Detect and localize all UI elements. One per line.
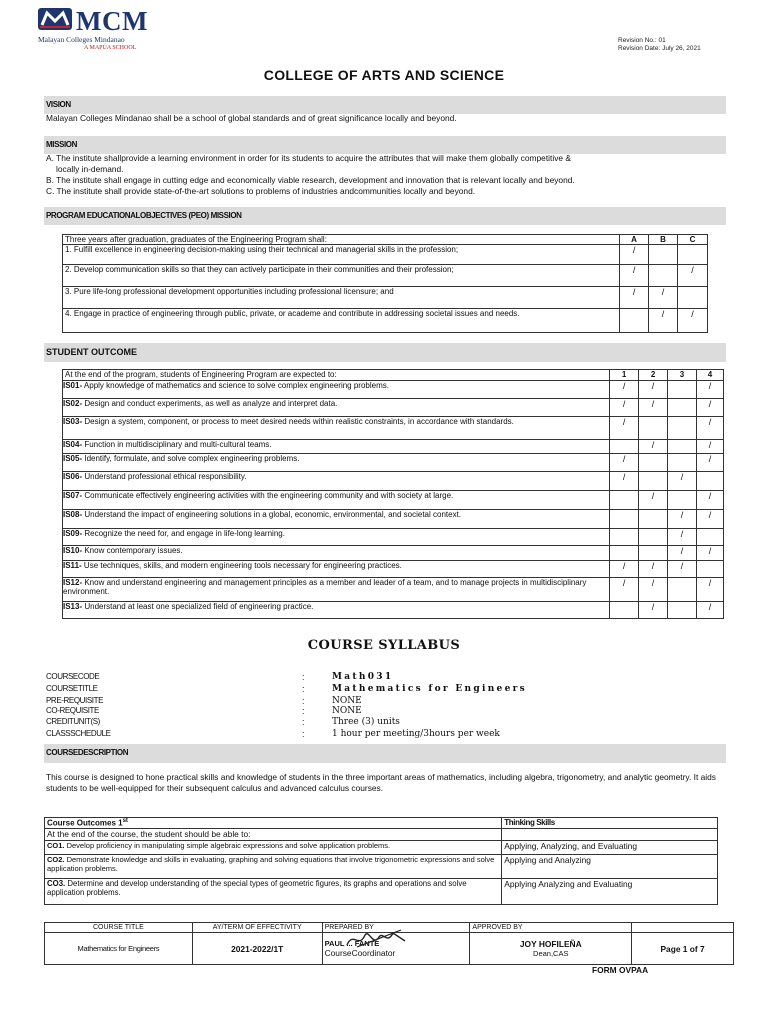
peo-intro: Three years after graduation, graduates of the Engineering Program shall: [63, 235, 620, 245]
so-row-text [63, 440, 610, 454]
so-description: Understand the impact of engineering solutions in a global, economic, environmental, and societal context. [82, 510, 462, 519]
so-code: IS11- [63, 561, 82, 570]
so-description: Identify, formulate, and solve complex engineering problems. [82, 454, 300, 463]
check-mark: / [610, 417, 639, 440]
info-label: PRE-REQUISITE [46, 696, 104, 705]
check-mark: / [649, 309, 678, 333]
course-description-label: COURSEDESCRIPTION [46, 748, 129, 757]
so-row-text [63, 578, 610, 602]
check-mark: / [678, 265, 708, 287]
check-mark [668, 399, 697, 417]
so-description: Know and understand engineering and management principles as a member and leader of a team, and to manage projects in multidisciplinary environment. [63, 578, 587, 596]
check-mark [668, 491, 697, 510]
check-mark: / [639, 491, 668, 510]
peo-row-text: 1. Fulfill excellence in engineering decision-making using their technical and managerial skills in the profession; [63, 245, 620, 265]
table-row [63, 381, 724, 399]
co-skill: Applying and Analyzing [502, 855, 718, 879]
check-mark: / [668, 472, 697, 491]
footer-prepared-header: PREPARED BY [322, 923, 470, 933]
check-mark [610, 602, 639, 619]
check-mark: / [696, 399, 723, 417]
check-mark: / [696, 454, 723, 472]
check-mark: / [696, 510, 723, 529]
thinking-skills-header: Thinking Skills [502, 818, 718, 829]
info-value: NONE [332, 696, 362, 706]
footer-ay: 2021-2022/1T [192, 933, 322, 965]
info-colon: : [302, 696, 305, 706]
prepared-role: CourseCoordinator [324, 948, 396, 958]
so-row-text [63, 529, 610, 546]
check-mark [696, 472, 723, 491]
so-description: Understand at least one specialized field of engineering practice. [82, 602, 314, 611]
student-outcome-label: STUDENT OUTCOME [46, 347, 137, 357]
check-mark [639, 472, 668, 491]
so-code: IS07- [63, 491, 83, 500]
info-value: 1 hour per meeting/3hours per week [332, 729, 500, 739]
so-description: Use techniques, skills, and modern engineering tools necessary for engineering practices. [81, 561, 402, 570]
table-row [63, 578, 724, 602]
info-value: Mathematics for Engineers [332, 684, 528, 694]
footer-table [44, 922, 734, 965]
so-code: IS10- [63, 546, 83, 555]
check-mark [610, 491, 639, 510]
check-mark: / [639, 399, 668, 417]
co-skill: Applying, Analyzing, and Evaluating [502, 841, 718, 855]
empty-cell [502, 829, 718, 841]
check-mark [649, 245, 678, 265]
check-mark: / [639, 440, 668, 454]
check-mark [620, 309, 649, 333]
check-mark [639, 529, 668, 546]
mission-item: B. The institute shall engage in cutting edge and economically viable research, development and innovation that is relevant locally and beyond. [46, 175, 575, 185]
info-colon: : [302, 672, 305, 682]
table-row [45, 855, 718, 879]
vision-text: Malayan Colleges Mindanao shall be a school of global standards and of great significance locally and beyond. [46, 113, 457, 123]
table-row [63, 265, 708, 287]
so-description: Apply knowledge of mathematics and science to solve complex engineering problems. [82, 381, 389, 390]
check-mark: / [620, 287, 649, 309]
check-mark [610, 510, 639, 529]
check-mark: / [639, 602, 668, 619]
student-outcome-bar [44, 343, 726, 362]
table-row [63, 602, 724, 619]
so-row-text [63, 602, 610, 619]
check-mark [696, 529, 723, 546]
check-mark [649, 265, 678, 287]
table-row [45, 933, 734, 965]
table-row [63, 287, 708, 309]
check-mark: / [610, 454, 639, 472]
check-mark: / [696, 602, 723, 619]
page-number: Page 1 of 7 [632, 933, 734, 965]
check-mark: / [620, 245, 649, 265]
peo-col-b: B [649, 235, 678, 245]
co-skill: Applying Analyzing and Evaluating [502, 879, 718, 905]
footer-course-title-header: COURSE TITLE [45, 923, 193, 933]
check-mark: / [639, 561, 668, 578]
check-mark: / [668, 529, 697, 546]
footer-approved-cell [470, 933, 632, 965]
info-colon: : [302, 729, 305, 739]
check-mark [610, 546, 639, 561]
peo-row-text: 3. Pure life-long professional development opportunities including professional licensure; and [63, 287, 620, 309]
so-row-text [63, 546, 610, 561]
table-row [63, 370, 724, 381]
footer-ay-header: AY/TERM OF EFFECTIVITY [192, 923, 322, 933]
co-text [45, 879, 502, 905]
table-row [45, 818, 718, 829]
peo-bar [44, 207, 726, 225]
so-col: 1 [610, 370, 639, 381]
course-outcomes-table [44, 817, 718, 905]
check-mark: / [610, 381, 639, 399]
co-description: Demonstrate knowledge and skills in evaluating, graphing and solving equations that involve trigonometric expressions and solve application problems. [47, 855, 495, 873]
course-outcomes-intro: At the end of the course, the student should be able to: [45, 829, 502, 841]
peo-col-a: A [620, 235, 649, 245]
so-row-text [63, 491, 610, 510]
course-outcomes-header [45, 818, 502, 829]
table-row [63, 235, 708, 245]
form-code: FORM OVPAA [592, 965, 649, 975]
so-code: IS12- [63, 578, 83, 587]
logo-tagline: A MAPÚA SCHOOL [84, 45, 137, 51]
co-text [45, 855, 502, 879]
check-mark: / [639, 381, 668, 399]
peo-row-text: 4. Engage in practice of engineering through public, private, or academe and contribute in addressing societal issues and needs. [63, 309, 620, 333]
so-description: Know contemporary issues. [82, 546, 183, 555]
check-mark [678, 245, 708, 265]
info-label: CO-REQUISITE [46, 706, 99, 715]
so-description: Function in multidisciplinary and multi-cultural teams. [82, 440, 272, 449]
empty-cell [632, 923, 734, 933]
check-mark: / [696, 546, 723, 561]
so-code: IS02- [63, 399, 83, 408]
so-row-text [63, 417, 610, 440]
so-row-text [63, 454, 610, 472]
check-mark: / [696, 491, 723, 510]
co-description: Develop proficiency in manipulating simple algebraic expressions and solve application problems. [64, 841, 391, 850]
so-intro: At the end of the program, students of Engineering Program are expected to: [63, 370, 610, 381]
footer-course-title: Mathematics for Engineers [45, 933, 193, 965]
info-value: Math031 [332, 672, 394, 682]
check-mark [668, 454, 697, 472]
check-mark: / [696, 417, 723, 440]
course-outcomes-header-text: Course Outcomes 1 [47, 818, 123, 828]
so-code: IS03- [63, 417, 83, 426]
approved-name: JOY HOFILEÑA [519, 939, 582, 949]
footer-prepared-cell [322, 933, 470, 965]
student-outcome-table [62, 369, 724, 619]
so-code: IS06- [63, 472, 83, 481]
check-mark: / [610, 561, 639, 578]
so-code: IS08- [63, 510, 83, 519]
check-mark [639, 510, 668, 529]
so-description: Recognize the need for, and engage in life-long learning. [82, 529, 285, 538]
mission-bar [44, 136, 726, 154]
co-text [45, 841, 502, 855]
mission-item: C. The institute shall provide state-of-the-art solutions to problems of industries andcommunities locally and beyond. [46, 186, 476, 196]
so-code: IS13- [63, 602, 83, 611]
table-row [45, 829, 718, 841]
mcm-logo-icon [38, 8, 72, 30]
logo-subtitle: Malayan Colleges Mindanao [38, 35, 125, 44]
table-row [63, 245, 708, 265]
table-row [63, 309, 708, 333]
signature-icon [343, 927, 413, 953]
table-row [63, 472, 724, 491]
mission-item: locally in-demand. [56, 164, 124, 174]
check-mark: / [668, 546, 697, 561]
check-mark [696, 561, 723, 578]
table-row [63, 417, 724, 440]
course-description-bar [44, 744, 726, 763]
vision-bar [44, 96, 726, 114]
so-row-text [63, 399, 610, 417]
peo-col-c: C [678, 235, 708, 245]
logo-text: MCM [76, 6, 148, 36]
check-mark [610, 440, 639, 454]
info-colon: : [302, 717, 305, 727]
revision-date: Revision Date: July 26, 2021 [618, 45, 701, 52]
syllabus-title: COURSE SYLLABUS [307, 638, 461, 653]
check-mark [639, 454, 668, 472]
check-mark: / [696, 578, 723, 602]
approved-role: Dean,CAS [533, 949, 569, 958]
check-mark: / [610, 399, 639, 417]
check-mark: / [696, 381, 723, 399]
so-description: Understand professional ethical responsibility. [82, 472, 247, 481]
check-mark: / [639, 578, 668, 602]
check-mark: / [678, 309, 708, 333]
co-code: CO1. [47, 841, 65, 850]
check-mark: / [668, 510, 697, 529]
check-mark [668, 578, 697, 602]
table-row [63, 546, 724, 561]
so-description: Design and conduct experiments, as well as analyze and interpret data. [82, 399, 338, 408]
info-colon: : [302, 706, 305, 716]
so-description: Communicate effectively engineering activities with the engineering community and with society at large. [82, 491, 454, 500]
so-code: IS05- [63, 454, 83, 463]
so-row-text [63, 561, 610, 578]
check-mark [678, 287, 708, 309]
mission-item: A. The institute shallprovide a learning environment in order for its students to acquire the attributes that will make them globally competitive & [46, 153, 571, 163]
check-mark: / [610, 578, 639, 602]
table-row [63, 454, 724, 472]
check-mark [639, 546, 668, 561]
info-value: NONE [332, 706, 362, 716]
course-description-text: This course is designed to hone practical skills and knowledge of students in the three important areas of mathematics, including algebra, trigonometry, and analytic geometry. It aids students to be well-equipped for their subsequent calculus and advanced calculus courses. [46, 772, 716, 793]
so-description: Design a system, component, or process to meet desired needs within realistic constraints, in accordance with standards. [82, 417, 514, 426]
footer-approved-header: APPROVED BY [470, 923, 632, 933]
so-row-text [63, 510, 610, 529]
so-code: IS01- [63, 381, 83, 390]
info-value: Three (3) units [332, 717, 400, 727]
check-mark [668, 381, 697, 399]
info-label: CLASSSCHEDULE [46, 729, 111, 738]
table-row [45, 879, 718, 905]
so-col: 4 [696, 370, 723, 381]
so-row-text [63, 472, 610, 491]
vision-label: VISION [46, 100, 71, 109]
so-col: 3 [668, 370, 697, 381]
table-row [63, 529, 724, 546]
check-mark: / [696, 440, 723, 454]
co-code: CO2. [47, 855, 65, 864]
info-label: COURSECODE [46, 672, 100, 681]
so-col: 2 [639, 370, 668, 381]
so-code: IS04- [63, 440, 83, 449]
check-mark: / [668, 561, 697, 578]
check-mark: / [620, 265, 649, 287]
info-colon: : [302, 684, 305, 694]
check-mark [610, 529, 639, 546]
check-mark [668, 440, 697, 454]
co-description: Determine and develop understanding of the special types of geometric figures, its graphs and operations and solve application problems. [47, 879, 467, 897]
table-row [63, 491, 724, 510]
check-mark: / [649, 287, 678, 309]
co-code: CO3. [47, 879, 66, 888]
prepared-name: PAUL ... FANTE [324, 939, 380, 948]
peo-table [62, 234, 708, 333]
table-row [63, 399, 724, 417]
info-label: CREDITUNIT(S) [46, 717, 100, 726]
check-mark [668, 417, 697, 440]
course-outcomes-header-sup: st [122, 818, 128, 824]
check-mark [668, 602, 697, 619]
table-row [63, 561, 724, 578]
table-row [63, 440, 724, 454]
so-row-text [63, 381, 610, 399]
info-label: COURSETITLE [46, 684, 98, 693]
check-mark [639, 417, 668, 440]
college-title: COLLEGE OF ARTS AND SCIENCE [263, 67, 505, 83]
so-code: IS09- [63, 529, 83, 538]
peo-label: PROGRAM EDUCATIONALOBJECTIVES (PEO) MISSION [46, 211, 242, 220]
table-row [45, 841, 718, 855]
check-mark: / [610, 472, 639, 491]
table-row [63, 510, 724, 529]
peo-row-text: 2. Develop communication skills so that they can actively participate in their communities and their profession; [63, 265, 620, 287]
mission-label: MISSION [46, 140, 77, 149]
revision-number: Revision No.: 01 [618, 37, 666, 44]
